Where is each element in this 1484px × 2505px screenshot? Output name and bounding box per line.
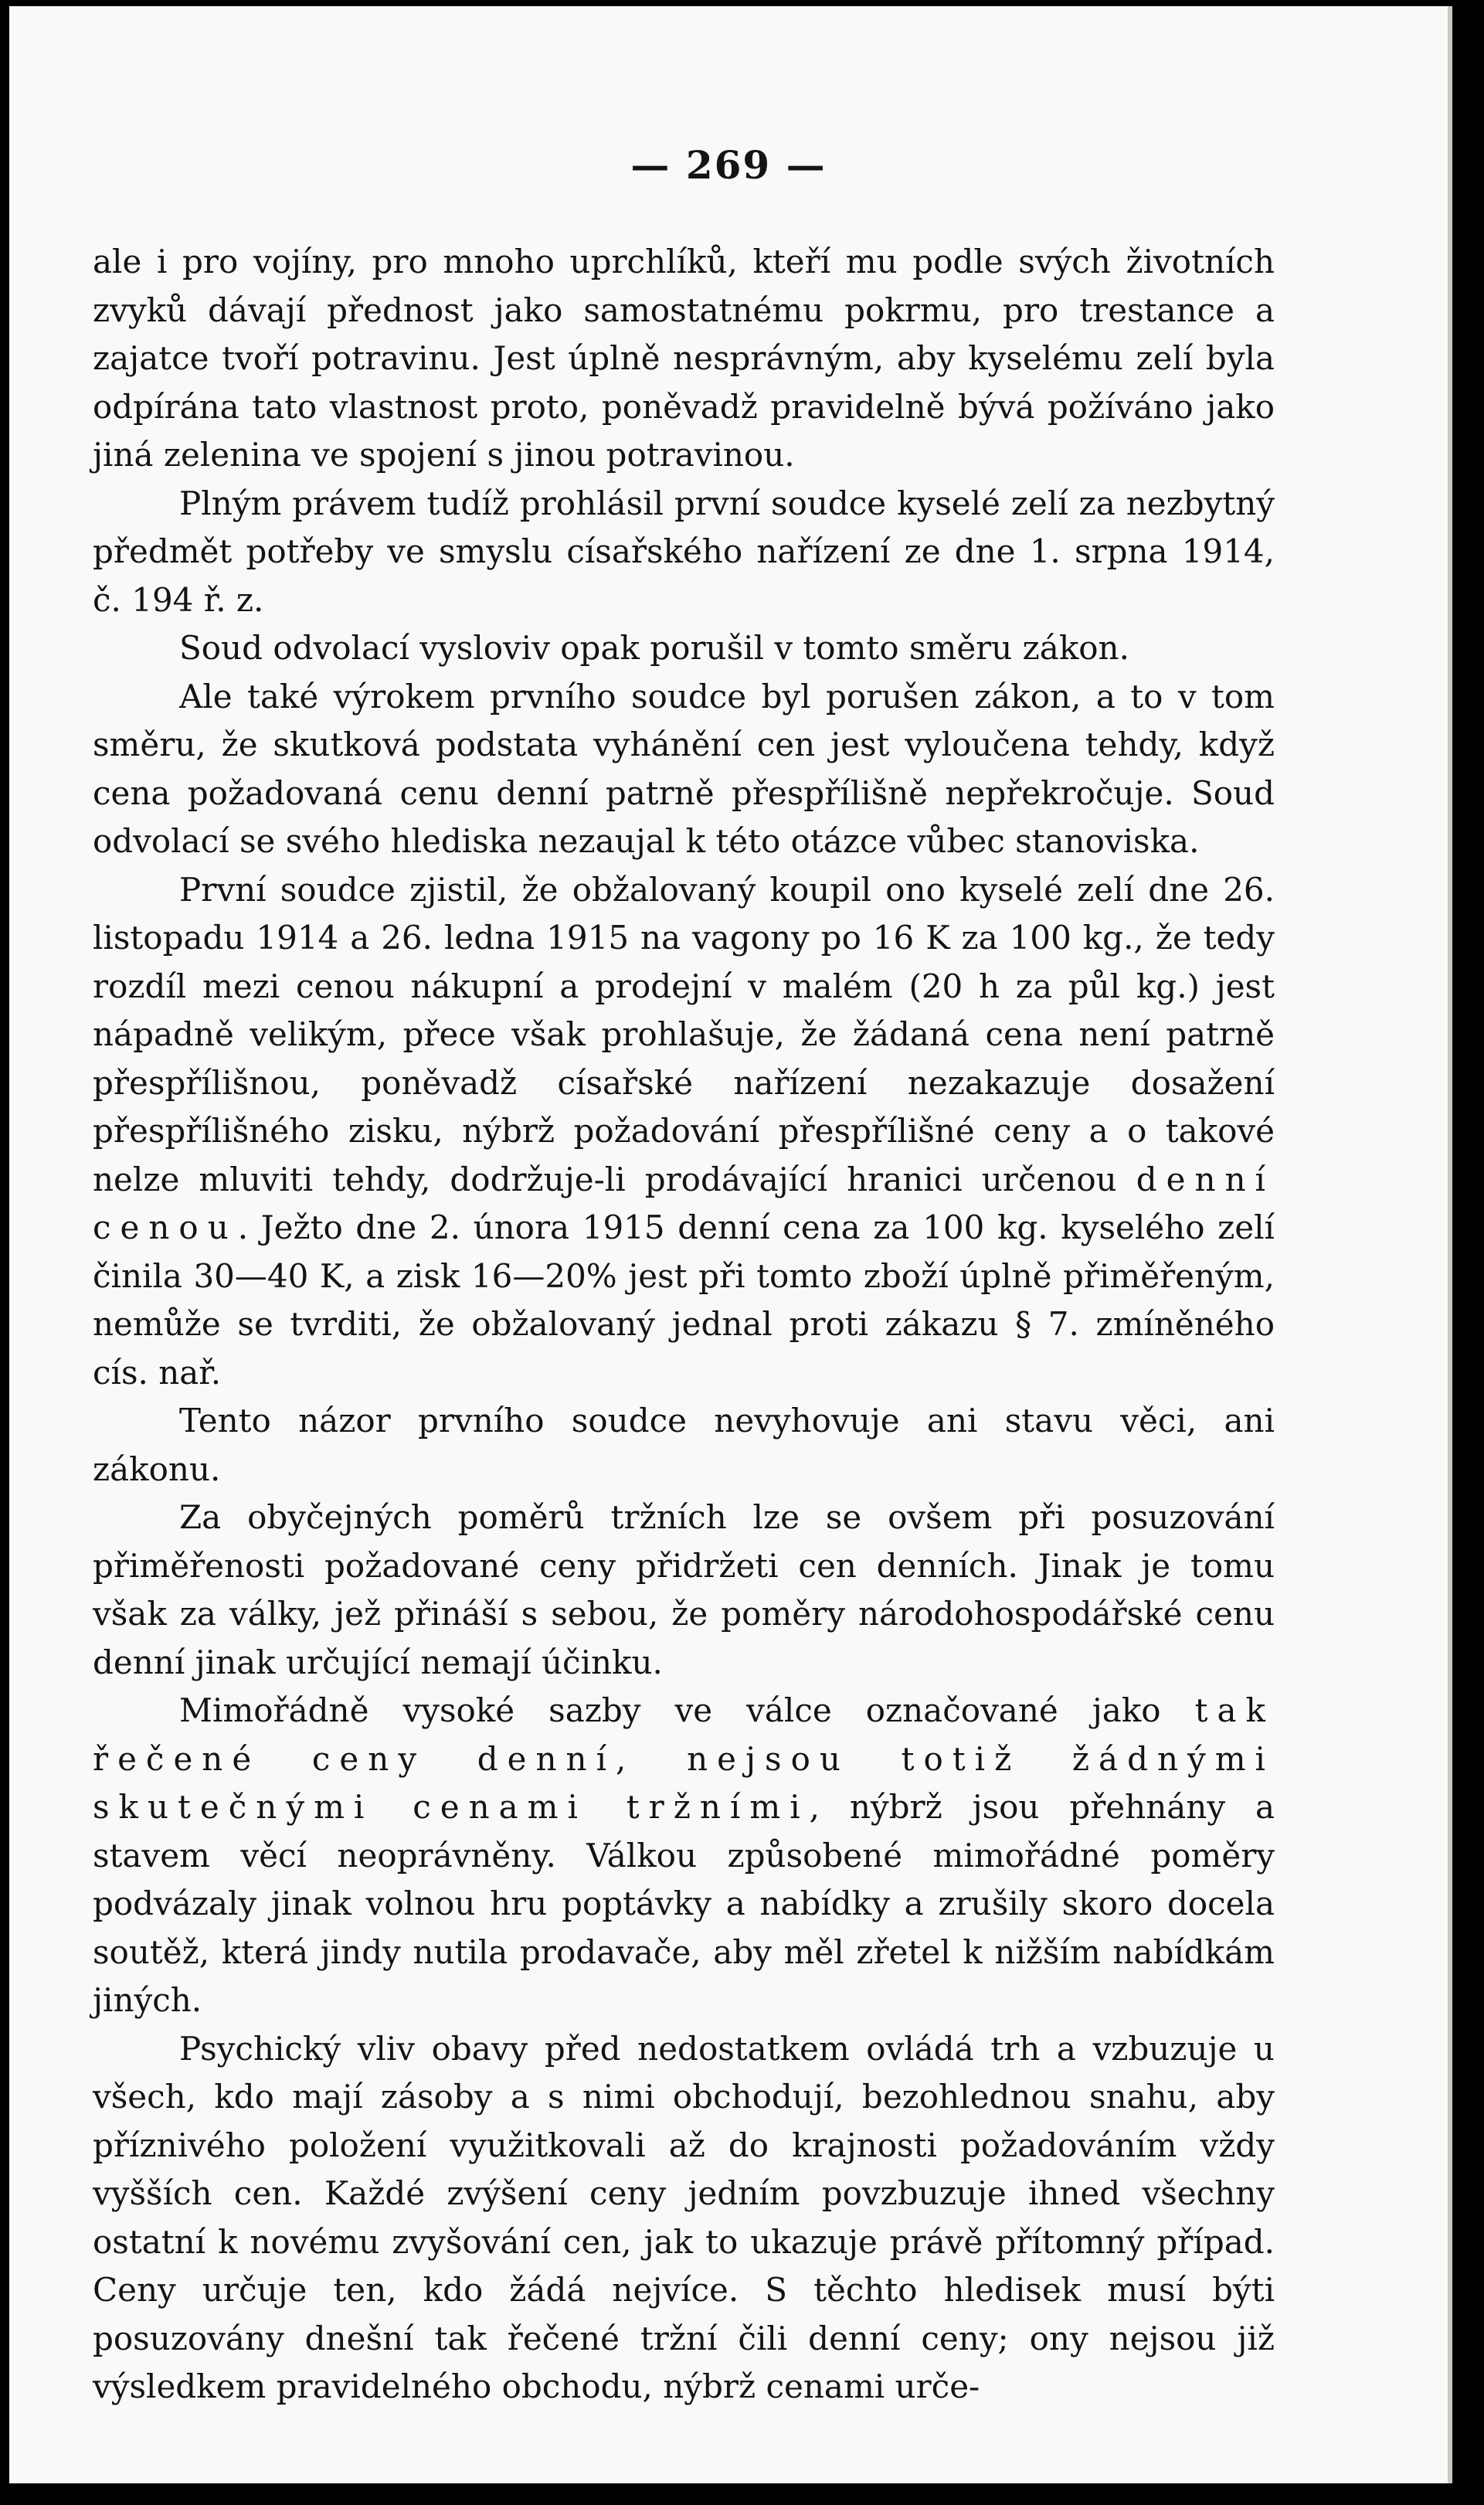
paragraph-3 xyxy=(93,624,1275,673)
paragraph-8-emphasis: tak řečené ceny denní, nejsou totiž žádnými skutečnými cenami tržními xyxy=(93,1691,1275,1826)
paragraph-8-text-a: Mimořádně vysoké sazby ve válce označované jako xyxy=(179,1691,1195,1729)
paragraph-5 xyxy=(93,866,1275,1398)
paragraph-5-text-b: . Ježto dne 2. února 1915 denní cena za 100 kg. kyselého zelí činila 30—40 K, a zisk 16—20% jest při tomto zboží úplně přiměřeným, nemůže se tvrditi, že obžalovaný jednal proti zákazu § 7. zmíněného cís. nař. xyxy=(93,1208,1275,1392)
paragraph-2 xyxy=(93,480,1275,625)
body-text xyxy=(93,238,1275,2412)
paragraph-1 xyxy=(93,238,1275,480)
paragraph-7 xyxy=(93,1494,1275,1687)
paragraph-5-text-a: První soudce zjistil, že obžalovaný koupil ono kyselé zelí dne 26. listopadu 1914 a 26. ledna 1915 na vagony po 16 K za 100 kg., že tedy rozdíl mezi cenou nákupní a prodejní v malém (20 h za půl kg.) jest nápadně velikým, přece však prohlašuje, že žádaná cena není patrně přespřílišnou, poněvadž císařské nařízení nezakazuje dosažení přespřílišného zisku, nýbrž požadování přespřílišné ceny a o takové nelze mluviti tehdy, dodržuje-li prodávající hranici určenou xyxy=(93,870,1275,1198)
paragraph-4 xyxy=(93,673,1275,866)
page-number: — 269 — xyxy=(630,142,827,188)
paragraph-8 xyxy=(93,1687,1275,2025)
book-page xyxy=(9,6,1452,2483)
paragraph-6-text: Tento názor prvního soudce nevyhovuje ani stavu věci, ani zákonu. xyxy=(93,1402,1275,1488)
paragraph-6 xyxy=(93,1397,1275,1494)
paragraph-9 xyxy=(93,2025,1275,2412)
paragraph-2-text: Plným právem tudíž prohlásil první soudce kyselé zelí za nezbytný předmět potřeby ve smyslu císařského nařízení ze dne 1. srpna 1914, č. 194 ř. z. xyxy=(93,484,1275,619)
paragraph-3-text: Soud odvolací vysloviv opak porušil v tomto směru zákon. xyxy=(179,629,1129,667)
paragraph-5-emphasis: denní cenou xyxy=(93,1160,1275,1246)
paragraph-1-text: ale i pro vojíny, pro mnoho uprchlíků, kteří mu podle svých životních zvyků dávají přednost jako samostatnému pokrmu, pro trestance a zajatce tvoří potravinu. Jest úplně nesprávným, aby kyselému zelí byla odpírána tato vlastnost proto, poněvadž pravidelně bývá požíváno jako jiná zelenina ve spojení s jinou potravinou. xyxy=(93,243,1275,474)
paragraph-7-text: Za obyčejných poměrů tržních lze se ovšem při posuzování přiměřenosti požadované ceny přidržeti cen denních. Jinak je tomu však za války, jež přináší s sebou, že poměry národohospodářské cenu denní jinak určující nemají účinku. xyxy=(93,1498,1275,1681)
paragraph-9-text: Psychický vliv obavy před nedostatkem ovládá trh a vzbuzuje u všech, kdo mají zásoby a s nimi obchodují, bezohlednou snahu, aby příznivého položení využitkovali až do krajnosti požadováním vždy vyšších cen. Každé zvýšení ceny jedním povzbuzuje ihned všechny ostatní k novému zvyšování cen, jak to ukazuje právě přítomný případ. Ceny určuje ten, kdo žádá nejvíce. S těchto hledisek musí býti posuzovány dnešní tak řečené tržní čili denní ceny; ony nejsou již výsledkem pravidelného obchodu, nýbrž cenami urče- xyxy=(93,2029,1275,2405)
paragraph-8-text-b: , nýbrž jsou přehnány a stavem věcí neoprávněny. Válkou způsobené mimořádné poměry podvázaly jinak volnou hru poptávky a nabídky a zrušily skoro docela soutěž, která jindy nutila prodavače, aby měl zřetel k nižším nabídkám jiných. xyxy=(93,1788,1275,2019)
paragraph-4-text: Ale také výrokem prvního soudce byl porušen zákon, a to v tom směru, že skutková podstata vyhánění cen jest vyloučena tehdy, když cena požadovaná cenu denní patrně přespřílišně nepřekročuje. Soud odvolací se svého hlediska nezaujal k této otázce vůbec stanoviska. xyxy=(93,677,1275,860)
